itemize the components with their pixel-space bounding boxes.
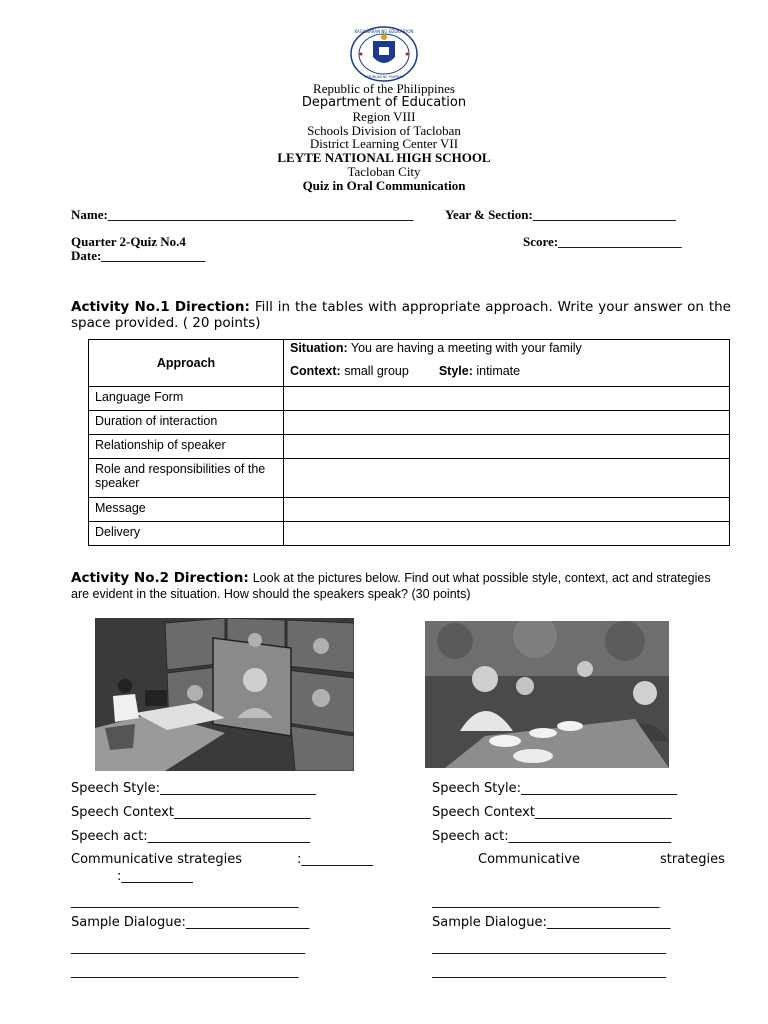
approach-header: Approach [89,340,284,387]
answer-duration[interactable] [284,411,730,435]
right-blank-1[interactable]: ___________________________________ [432,894,660,909]
right-blank-3[interactable]: ____________________________________ [432,964,666,979]
left-blank-2[interactable]: ____________________________________ [71,940,305,955]
style-text: intimate [476,364,521,378]
seal-bottom-text: REPUBLIKA NG PILIPINAS [364,75,404,79]
header-school: LEYTE NATIONAL HIGH SCHOOL [277,150,491,165]
header-region: Region VIII [352,109,416,124]
score-field[interactable]: Score:___________________ [523,234,682,249]
context-label: Context: [290,364,341,378]
online-meeting-image [95,618,354,771]
answer-delivery[interactable] [284,522,730,546]
activity2-text: Look at the pictures below. Find out what possible style, context, act and strategies are evident in the situation. How should the speakers speak? (30 points) [71,571,711,601]
right-speech-act[interactable]: Speech act:_________________________ [432,829,672,844]
activity1-direction [71,299,731,331]
context-text: small group [344,364,409,378]
right-blank-2[interactable]: ____________________________________ [432,940,666,955]
row-duration: Duration of interaction [89,411,284,435]
row-language-form: Language Form [89,387,284,411]
left-speech-style[interactable]: Speech Style:________________________ [71,781,317,796]
left-speech-act[interactable]: Speech act:_________________________ [71,829,311,844]
deped-seal [349,25,419,83]
right-sample-dialogue[interactable]: Sample Dialogue:___________________ [432,915,671,930]
row-delivery: Delivery [89,522,284,546]
right-comm-word1: Communicative [478,852,580,867]
right-speech-context[interactable]: Speech Context_____________________ [432,805,672,820]
right-comm-word2: strategies [660,852,725,867]
seal-text: KAGAWARAN NG EDUKASYON [354,29,414,34]
approach-table [88,339,730,546]
activity1-text: Fill in the tables with appropriate approach. Write your answer on the space provided. ( 20 points) [71,299,731,331]
left-comm-cont[interactable]: :___________ [117,869,193,884]
answer-language-form[interactable] [284,387,730,411]
row-message: Message [89,498,284,522]
quarter-label: Quarter 2-Quiz No.4 [71,234,186,249]
activity2-label: Activity No.2 Direction: [71,570,249,586]
activity2-direction [71,570,731,602]
family-dinner-image [425,621,669,768]
header-republic: Republic of the Philippines [313,81,455,96]
situation-label: Situation: [290,341,348,355]
right-speech-style[interactable]: Speech Style:________________________ [432,781,678,796]
left-speech-context[interactable]: Speech Context_____________________ [71,805,311,820]
answer-message[interactable] [284,498,730,522]
year-section-field[interactable]: Year & Section:______________________ [445,207,676,222]
situation-cell [284,340,730,387]
answer-role[interactable] [284,459,730,498]
header-department: Department of Education [301,95,467,110]
row-relationship: Relationship of speaker [89,435,284,459]
left-comm-strategies: Communicative strategies [71,852,243,867]
left-comm-colon[interactable]: :___________ [297,852,373,867]
situation-text: You are having a meeting with your family [350,341,582,355]
activity1-label: Activity No.1 Direction: [71,299,250,315]
left-blank-1[interactable]: ___________________________________ [71,894,299,909]
header-division: Schools Division of Tacloban [307,123,461,138]
date-field[interactable]: Date:________________ [71,248,206,263]
answer-relationship[interactable] [284,435,730,459]
header-district: District Learning Center VII [309,136,459,151]
header-quiz-title: Quiz in Oral Communication [302,178,466,193]
name-field[interactable]: Name:_______________________________________________ [71,207,414,222]
header-city: Tacloban City [347,164,421,179]
left-blank-3[interactable]: ___________________________________ [71,964,299,979]
left-sample-dialogue[interactable]: Sample Dialogue:___________________ [71,915,310,930]
style-label: Style: [438,364,473,378]
row-role: Role and responsibilities of the speaker [89,459,284,498]
